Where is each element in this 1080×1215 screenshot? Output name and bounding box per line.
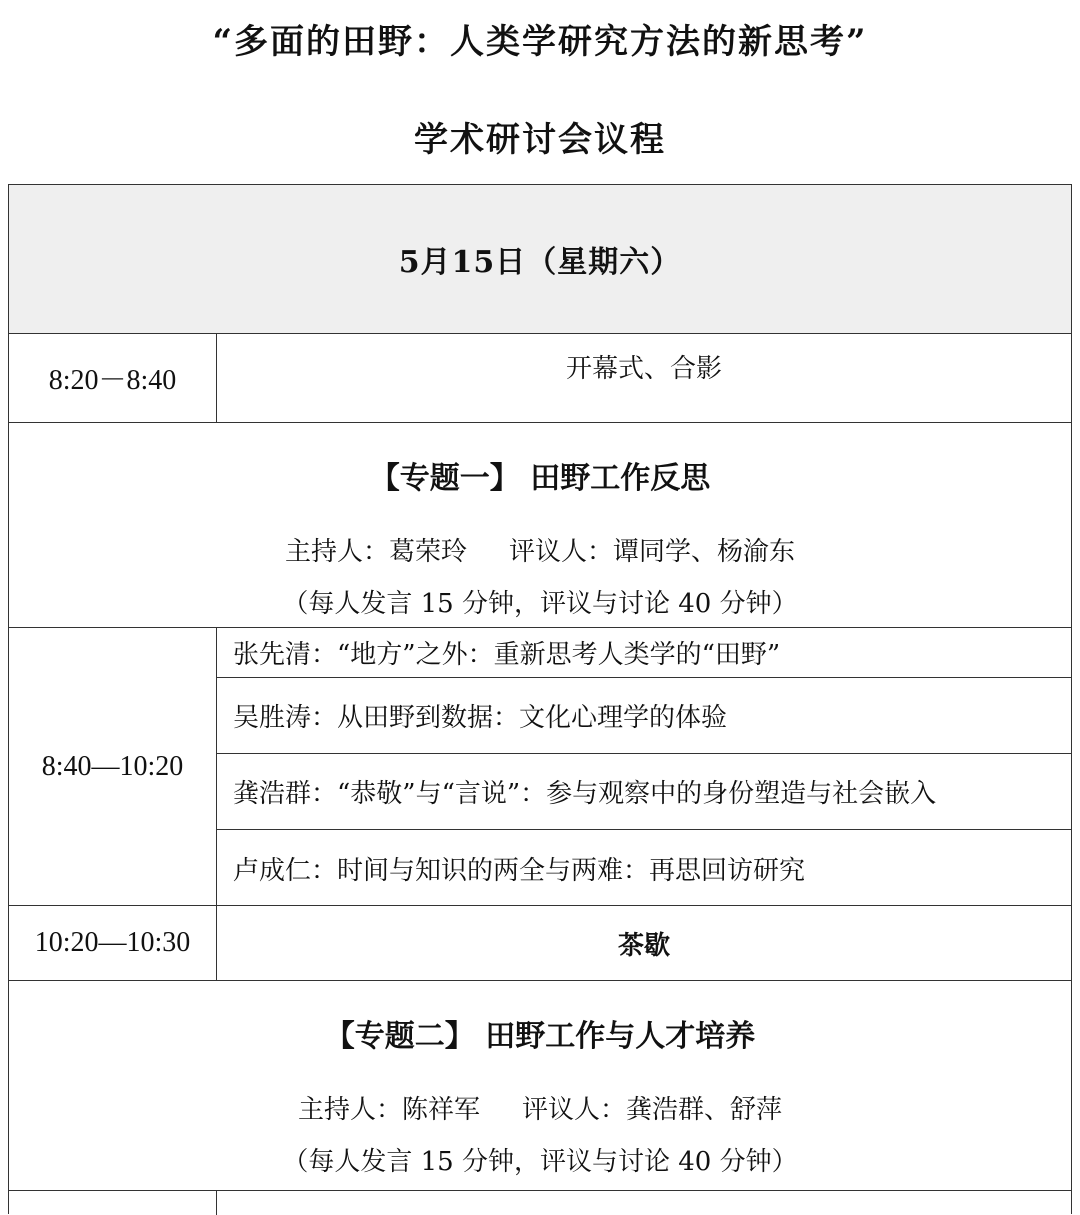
next-row bbox=[9, 1191, 1071, 1215]
break-row bbox=[9, 906, 1071, 981]
talk-item: 卢成仁：时间与知识的两全与两难：再思回访研究 bbox=[233, 855, 806, 886]
opening-time: 8:20－8:40 bbox=[9, 334, 217, 422]
next-row-time-cell bbox=[9, 1191, 217, 1215]
talk-item: 吴胜涛：从田野到数据：文化心理学的体验 bbox=[217, 678, 1071, 754]
topic1-title: 【专题一】 田野工作反思 bbox=[369, 461, 711, 496]
opening-row bbox=[9, 334, 1071, 423]
topic2-header bbox=[9, 981, 1071, 1191]
topic1-talk-list bbox=[217, 628, 1071, 905]
break-time: 10:20—10:30 bbox=[9, 906, 217, 980]
topic2-commentators: 评议人：龚浩群、舒萍 bbox=[522, 1095, 783, 1125]
break-event: 茶歇 bbox=[617, 930, 670, 961]
date-row bbox=[9, 185, 1071, 334]
topic1-note: （每人发言 15 分钟，评议与讨论 40 分钟） bbox=[282, 589, 798, 619]
topic2-title: 【专题二】 田野工作与人才培养 bbox=[324, 1019, 756, 1054]
topic1-talks-row bbox=[9, 628, 1071, 906]
agenda-table bbox=[8, 184, 1072, 1214]
opening-event: 开幕式、合影 bbox=[565, 353, 722, 384]
talk-item: 张先清：“地方”之外：重新思考人类学的“田野” bbox=[217, 628, 1071, 678]
topic1-commentators: 评议人：谭同学、杨渝东 bbox=[509, 537, 796, 567]
topic1-time: 8:40—10:20 bbox=[9, 628, 217, 905]
topic2-host: 主持人：陈祥军 bbox=[297, 1095, 480, 1125]
topic2-note: （每人发言 15 分钟，评议与讨论 40 分钟） bbox=[282, 1147, 798, 1177]
talk-item: 龚浩群：“恭敬”与“言说”：参与观察中的身份塑造与社会嵌入 bbox=[217, 754, 1071, 830]
document-subtitle: 学术研讨会议程 bbox=[414, 120, 666, 160]
date-label: 5月15日（星期六） bbox=[398, 245, 682, 280]
topic2-host-line bbox=[9, 1089, 1071, 1126]
topic1-host-line bbox=[9, 531, 1071, 568]
topic1-host: 主持人：葛荣玲 bbox=[284, 537, 467, 567]
document-title: “多面的田野：人类学研究方法的新思考” bbox=[212, 22, 868, 62]
topic1-header bbox=[9, 423, 1071, 628]
